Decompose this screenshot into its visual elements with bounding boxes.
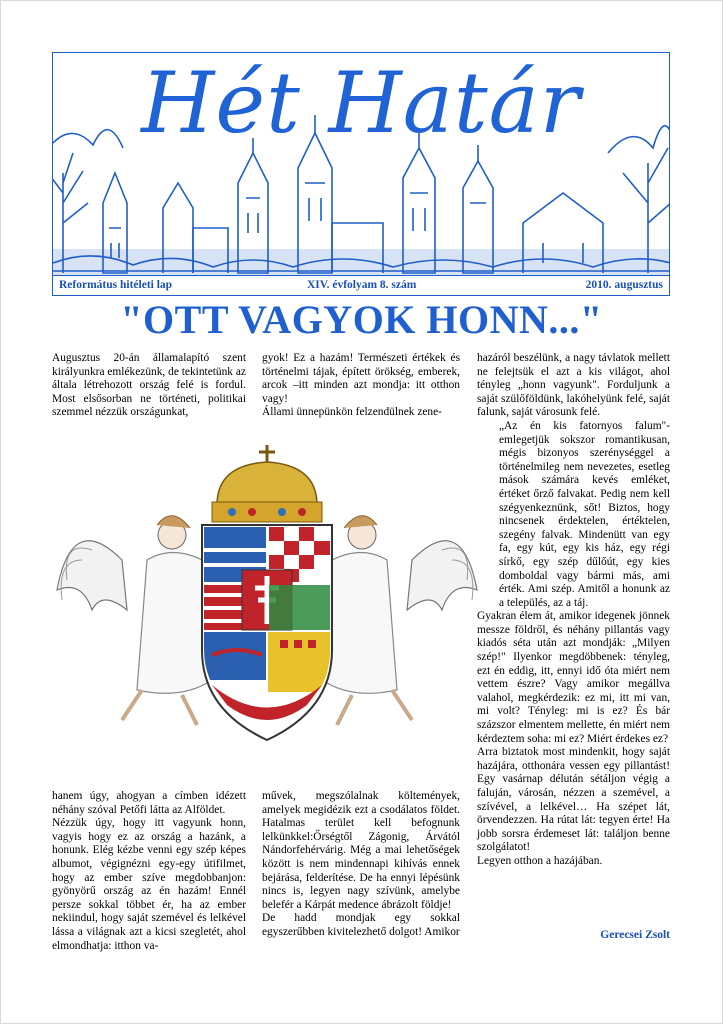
paragraph: Gyakran élem át, amikor idegenek jönnek messze földről, és néhány pillantás vagy kiadós séta után azt mondják: „Milyen szép!" Ilyenkor megdöbbenek: tényleg, ezt én eddig, itt, ennyi idő óta miért nem vettem észre? Vagy amikor megállva valahol, megkérdezik: ez mi, itt mi van, mi volt? Tényleg: mi is ez? És bár százszor elmentem mellette, én miért nem kérdeztem soha: mi ez? Miért érdekes ez?	[477, 610, 670, 745]
paragraph: hanem úgy, ahogyan a címben idézett néhány szóval Petőfi látta az Alföldet.	[52, 790, 246, 816]
paragraph: De hadd mondjak egy sokkal egyszerűbben kivitelezhető dolgot! Amikor	[262, 912, 460, 938]
publication-subtitle: Református hitéleti lap	[59, 279, 173, 291]
column-2-bottom	[262, 790, 460, 940]
issue-number: XIV. évfolyam 8. szám	[307, 279, 417, 291]
article-headline: "OTT VAGYOK HONN..."	[120, 297, 603, 342]
paragraph: „Az én kis fatornyos falum"- emlegetjük sokszor romantikusan, mégis bizonyos szerénységgel a történelmileg nem nevezetes, esetleg mások számára kevés emléket, értéket őrző falvakat. Pedig nem kell szégyenkeznünk, sőt! Biztos, hogy nincsenek érdektelen, értéktelen, szegény falvak. Mindenütt van egy fa, egy kút, egy kis ház, egy régi sírkő, egy szép dűlőút, egy kies domboldal vagy bármi más, ami érték. Ami szép. Amitől a honunk az a település, az a táj.	[499, 419, 670, 609]
masthead-title: Hét Határ	[141, 54, 581, 152]
paragraph: hazáról beszélünk, a nagy távlatok mellett ne felejtsük el azt a kis világot, ahol tényleg „honn vagyunk". Forduljunk a saját szülőföldünk, lakóhelyünk felé, saját falunk, saját városunk felé.	[477, 352, 670, 419]
paragraph: Állami ünnepünkön felzendülnek zene-	[262, 406, 442, 419]
issue-date: 2010. augusztus	[585, 279, 663, 291]
paragraph: Nézzük úgy, hogy itt vagyunk honn, vagyis hogy ez az ország a hazánk, a honunk. Elég kézbe venni egy szép képes albumot, végignézni egy-egy útifilmet, hogy az ember szíve megdobbanjon: gyönyörű ország az én hazám! Ennél persze sokkal többet ér, ha az ember nekiindul, hogy saját szemével és lelkével lássa a világnak azt a kicsi szegletét, ahol elmondhatja: itthon va-	[52, 817, 246, 952]
column-1-top	[52, 352, 246, 420]
masthead-info-bar	[52, 276, 670, 296]
column-2-top	[262, 352, 460, 420]
paragraph: Legyen otthon a hazájában.	[477, 854, 603, 867]
paragraph: Augusztus 20-án államalapító szent királyunkra emlékezünk, de tekintetünk az általa létrehozott ország felé is fordul. Most elsősorban ne történeti, politikai szemmel nézzük országunkat,	[52, 352, 246, 419]
author-signature: Gerecsei Zsolt	[600, 929, 670, 941]
paragraph: művek, megszólalnak költemények, amelyek megidézik ezt a csodálatos földet. Hatalmas terület kell befognunk lelkünkkel:Őrségtől Zágonig, Árvától Nándorfehérvárig. Még a mai lehetőségek között is nem mindennapi kihívás ennek bejárása, felderítése. De ha ennyi lépésünk nincs is, legyen nagy szívünk, amelybe belefér a Kárpát medence ábrázolt földje!	[262, 790, 460, 911]
paragraph: gyok! Ez a hazám! Természeti értékek és történelmi tájak, épített örökség, emberek, arcok –itt minden azt mondja: itt otthon vagy!	[262, 352, 460, 405]
column-3	[477, 352, 670, 869]
column-1-bottom	[52, 790, 246, 953]
masthead	[52, 52, 670, 276]
coat-of-arms-illustration	[52, 440, 482, 770]
paragraph: Arra biztatok most mindenkit, hogy saját hazájára, otthonára vessen egy pillantást! Egy vasárnap délután sétáljon végig a faluján, városán, nézzen a szemével, a szívével, a lelkével… Ha szépet lát, örvendezzen. Ha rútat lát: tegyen érte! Ha jobb sorsra érdemeset lát: találjon benne szolgálatot!	[477, 746, 670, 854]
